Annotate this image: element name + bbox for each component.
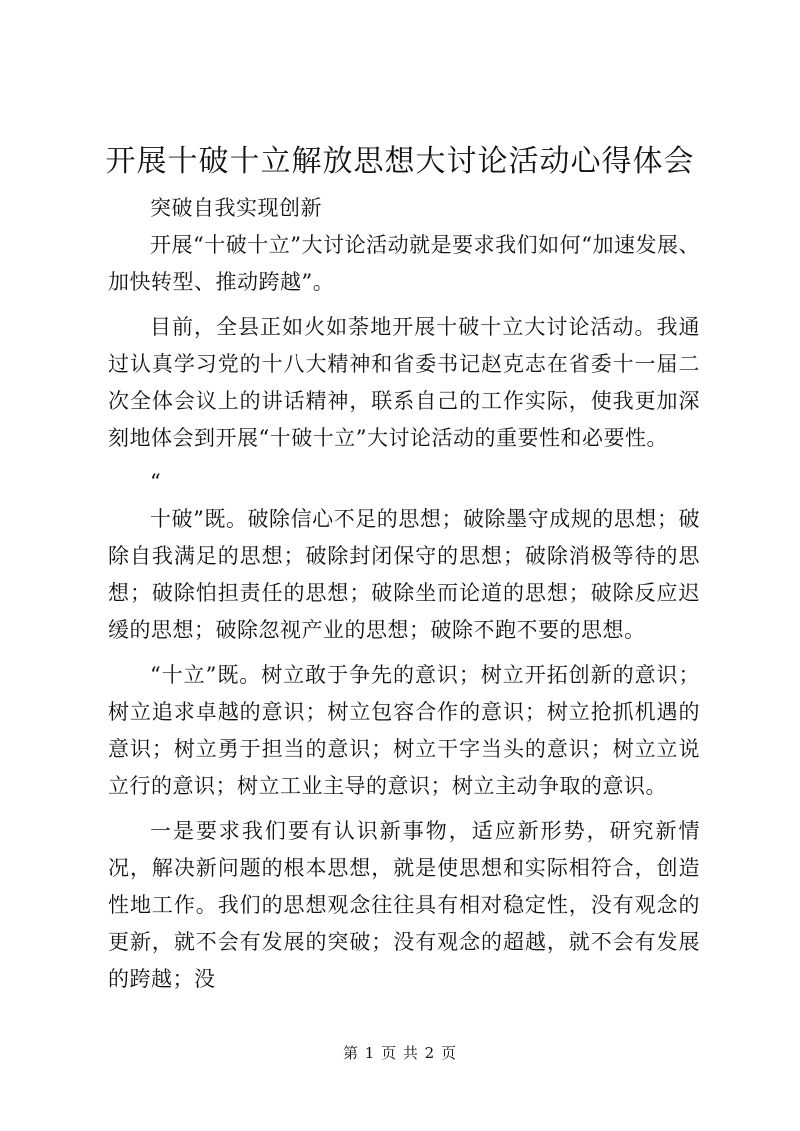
paragraph-ten-breaks: 十破”既。破除信心不足的思想；破除墨守成规的思想；破除自我满足的思想；破除封闭保守的思想；破除消极等待的思想；破除怕担责任的思想；破除坐而论道的思想；破除反应迟缓的思想；破除忽视产业的思想；破除不跑不要的思想。 [108,507,700,642]
paragraph-ten-establishments: “十立”既。树立敢于争先的意识；树立开拓创新的意识；树立追求卓越的意识；树立包容合作的意识；树立抢抓机遇的意识；树立勇于担当的意识；树立干字当头的意识；树立立说立行的意识；树立工业主导的意识；树立主动争取的意识。 [108,663,700,798]
document-body [108,190,700,998]
paragraph-subtitle: 突破自我实现创新 [150,196,322,220]
page-footer: 第 1 页 共 2 页 [343,1044,457,1062]
paragraph-quote-mark: “ [150,470,162,494]
paragraph-intro: 开展“十破十立”大讨论活动就是要求我们如何“加速发展、加快转型、推动跨越”。 [108,233,700,294]
paragraph-point-one: 一是要求我们要有认识新事物，适应新形势，研究新情况，解决新问题的根本思想，就是使思想和实际相符合，创造性地工作。我们的思想观念往往具有相对稳定性，没有观念的更新，就不会有发展的突破；没有观念的超越，就不会有发展的跨越；没 [108,819,700,991]
paragraph-background: 目前，全县正如火如荼地开展十破十立大讨论活动。我通过认真学习党的十八大精神和省委书记赵克志在省委十一届二次全体会议上的讲话精神，联系自己的工作实际，使我更加深刻地体会到开展“十破十立”大讨论活动的重要性和必要性。 [108,315,700,450]
document-title: 开展十破十立解放思想大讨论活动心得体会 [105,144,695,179]
